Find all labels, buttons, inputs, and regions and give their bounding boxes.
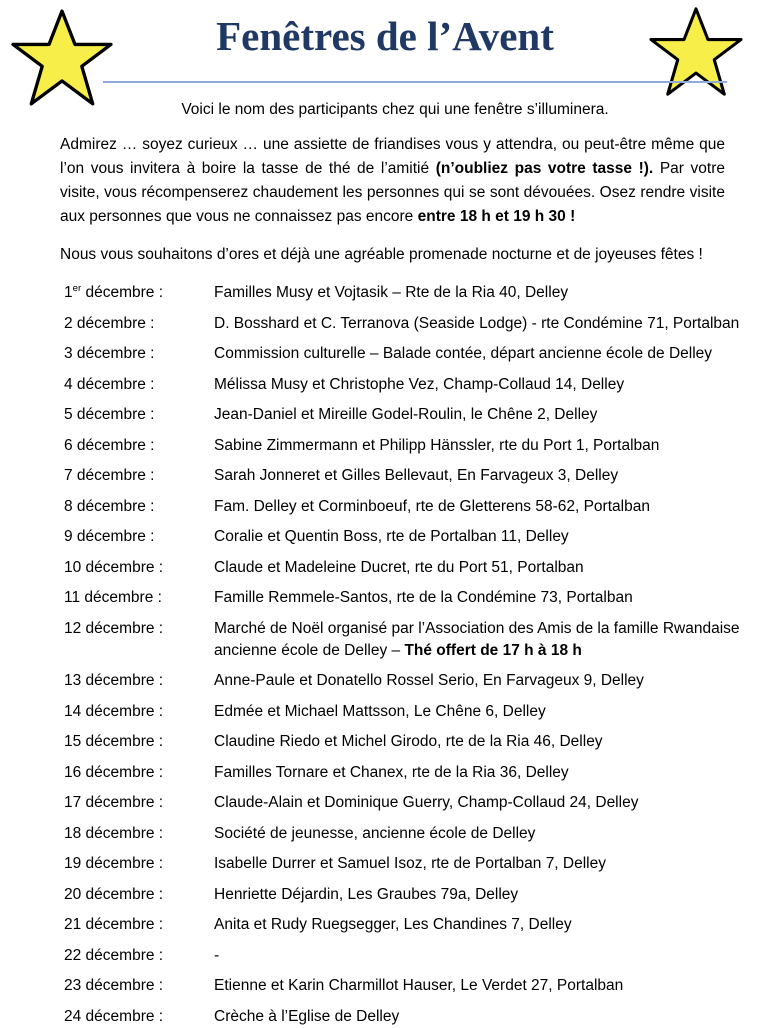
advent-description [214, 884, 750, 906]
advent-description-line: Etienne et Karin Charmillot Hauser, Le Verdet 27, Portalban [214, 977, 624, 994]
advent-date-label: 17 décembre : [64, 794, 164, 811]
advent-day-number: 1 [64, 284, 73, 301]
advent-description [214, 1006, 750, 1028]
advent-description [214, 282, 750, 304]
advent-description [214, 914, 750, 936]
advent-date-label: 8 décembre : [64, 497, 155, 515]
advent-description-line: Sarah Jonneret et Gilles Bellevaut, En Farvageux 3, Delley [214, 467, 619, 484]
advent-description-line: Famille Remmele-Santos, rte de la Condémine 73, Portalban [214, 589, 633, 606]
advent-row [64, 975, 750, 997]
advent-description-line: Anita et Rudy Ruegsegger, Les Chandines 7, Delley [214, 916, 572, 933]
advent-description-line: Commission culturelle – Balade contée, départ ancienne école de Delley [214, 345, 713, 362]
advent-description-line: D. Bosshard et C. Terranova (Seaside Lodge) - rte Condémine 71, Portalban [214, 314, 740, 332]
advent-description-line: - [214, 946, 220, 964]
advent-date-label [64, 283, 214, 303]
advent-date-label: 6 décembre : [64, 436, 155, 454]
advent-description [214, 496, 750, 518]
advent-date-label: 22 décembre : [64, 946, 164, 964]
advent-date-label: 24 décembre : [64, 1007, 164, 1025]
advent-row [64, 1006, 750, 1028]
page-header [0, 0, 770, 92]
advent-date-label: 15 décembre : [64, 733, 164, 750]
advent-row [64, 792, 750, 814]
advent-description [214, 313, 750, 335]
advent-day-ordinal-suffix: er [72, 282, 82, 294]
advent-row [64, 435, 750, 457]
advent-row [64, 618, 750, 662]
advent-description [214, 618, 750, 662]
intro-section [0, 100, 770, 267]
advent-description-highlight: Thé offert de 17 h à 18 h [404, 641, 582, 659]
advent-date-label: 18 décembre : [64, 824, 164, 842]
advent-date-label: 16 décembre : [64, 763, 164, 781]
advent-row [64, 731, 750, 753]
advent-row [64, 404, 750, 426]
advent-description-line: Familles Tornare et Chanex, rte de la Ria 36, Delley [214, 763, 569, 781]
advent-description [214, 404, 750, 426]
advent-description-line: Isabelle Durrer et Samuel Isoz, rte de Portalban 7, Delley [214, 855, 606, 872]
advent-description-line: Claude et Madeleine Ducret, rte du Port 51, Portalban [214, 558, 584, 576]
advent-description-line: Fam. Delley et Corminboeuf, rte de Gletterens 58-62, Portalban [214, 497, 650, 515]
advent-row [64, 914, 750, 936]
intro-paragraph-main [60, 133, 730, 229]
advent-description [214, 587, 750, 609]
advent-date-label: 2 décembre : [64, 314, 155, 332]
advent-row [64, 496, 750, 518]
page-title: Fenêtres de l’Avent [216, 13, 554, 59]
advent-date-label: 3 décembre : [64, 345, 155, 362]
intro-bold-tasse: (n’oubliez pas votre tasse !). [435, 159, 654, 177]
advent-description-line-2-text: ancienne école de Delley – [214, 641, 405, 659]
advent-date-label: 20 décembre : [64, 885, 164, 903]
advent-description-line: Claude-Alain et Dominique Guerry, Champ-Collaud 24, Delley [214, 794, 639, 811]
advent-description-line: Familles Musy et Vojtasik – Rte de la Ria 40, Delley [214, 284, 569, 301]
advent-description [214, 670, 750, 692]
advent-description-line: Henriette Déjardin, Les Graubes 79a, Delley [214, 885, 519, 903]
intro-lead-text: Voici le nom des participants chez qui une fenêtre s’illuminera. [181, 101, 609, 118]
advent-description [214, 701, 750, 723]
advent-row [64, 823, 750, 845]
advent-description [214, 792, 750, 814]
advent-description [214, 435, 750, 457]
advent-date-label: 12 décembre : [64, 619, 164, 637]
advent-date-label: 5 décembre : [64, 406, 155, 423]
advent-row [64, 587, 750, 609]
advent-row [64, 701, 750, 723]
advent-description [214, 526, 750, 548]
intro-paragraph-closing: Nous vous souhaitons d’ores et déjà une agréable promenade nocturne et de joyeuses fêtes ! [60, 245, 703, 263]
advent-date-label: 4 décembre : [64, 375, 155, 393]
advent-description-line: Edmée et Michael Mattsson, Le Chêne 6, Delley [214, 702, 546, 720]
advent-description [214, 945, 750, 967]
advent-row [64, 526, 750, 548]
advent-description-line: Société de jeunesse, ancienne école de Delley [214, 824, 536, 842]
advent-row [64, 670, 750, 692]
advent-row [64, 945, 750, 967]
advent-date-label: 19 décembre : [64, 855, 164, 872]
advent-description [214, 465, 750, 487]
advent-row [64, 465, 750, 487]
advent-row [64, 282, 750, 304]
intro-text-part-2: Par votre visite, vous récompenserez chaudement les personnes qui se sont dévouées. Osez rendre visite aux personnes que vous ne connaissez pas encore [60, 159, 725, 225]
advent-date-label: 10 décembre : [64, 558, 164, 576]
advent-row [64, 557, 750, 579]
advent-row [64, 343, 750, 365]
advent-row [64, 313, 750, 335]
advent-date-label: 11 décembre : [64, 589, 162, 606]
advent-date-label: 21 décembre : [64, 916, 164, 933]
advent-description [214, 853, 750, 875]
advent-description [214, 374, 750, 396]
title-divider [103, 81, 727, 83]
advent-description-line: Marché de Noël organisé par l’Association des Amis de la famille Rwandaise [214, 619, 740, 637]
advent-description-line: Jean-Daniel et Mireille Godel-Roulin, le Chêne 2, Delley [214, 406, 598, 423]
advent-description-line-2 [214, 640, 750, 662]
advent-date-label: 14 décembre : [64, 702, 164, 720]
intro-bold-horaire: entre 18 h et 19 h 30 ! [417, 207, 576, 225]
advent-date-label: 7 décembre : [64, 467, 155, 484]
advent-description [214, 823, 750, 845]
advent-description [214, 762, 750, 784]
intro-text-part-1: Admirez … soyez curieux … une assiette de friandises vous y attendra, ou peut-être même que l’on vous invitera à boire la tasse de thé de l’amitié [60, 135, 725, 177]
advent-row [64, 374, 750, 396]
advent-date-label: 9 décembre : [64, 528, 155, 545]
advent-description [214, 557, 750, 579]
advent-description [214, 975, 750, 997]
advent-date-label: 13 décembre : [64, 672, 164, 689]
advent-month-label: décembre : [81, 284, 164, 301]
advent-row [64, 884, 750, 906]
advent-description [214, 731, 750, 753]
advent-description-line: Sabine Zimmermann et Philipp Hänssler, rte du Port 1, Portalban [214, 436, 660, 454]
yellow-star-icon [640, 6, 752, 98]
advent-description-line: Crèche à l’Eglise de Delley [214, 1007, 400, 1025]
advent-description-line: Coralie et Quentin Boss, rte de Portalban 11, Delley [214, 528, 569, 545]
advent-date-label: 23 décembre : [64, 977, 164, 994]
advent-description-line: Claudine Riedo et Michel Girodo, rte de la Ria 46, Delley [214, 733, 603, 750]
advent-row [64, 762, 750, 784]
advent-description [214, 343, 750, 365]
advent-calendar-list [0, 282, 770, 1028]
advent-description-line: Mélissa Musy et Christophe Vez, Champ-Collaud 14, Delley [214, 375, 625, 393]
advent-description-line: Anne-Paule et Donatello Rossel Serio, En Farvageux 9, Delley [214, 672, 644, 689]
advent-row [64, 853, 750, 875]
